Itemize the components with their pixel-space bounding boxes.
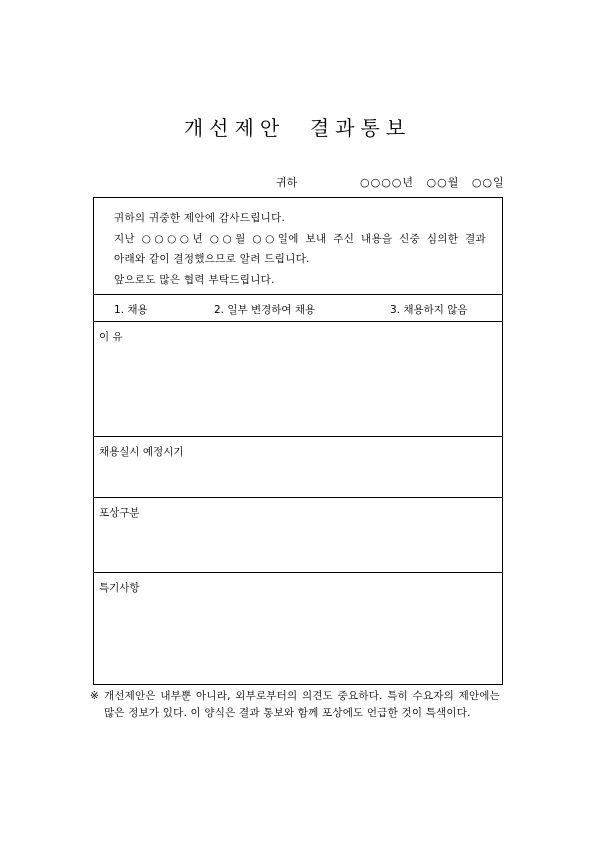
note-mark: ※ (90, 690, 99, 702)
option-partial-adopt[interactable]: 2. 일부 변경하여 채용 (214, 304, 316, 316)
reason-label: 이 유 (99, 331, 123, 343)
schedule-label: 채용실시 예정시기 (99, 446, 184, 458)
recipient-line (0, 174, 595, 190)
intro-line: 지난 ○○○○년 ○○월 ○○일에 보내 주신 내용을 신중 심의한 결과 (114, 232, 486, 245)
intro-text (114, 208, 486, 290)
intro-section (94, 198, 502, 295)
schedule-section[interactable] (94, 437, 502, 498)
intro-line: 아래와 같이 결정했으므로 알려 드립니다. (114, 253, 310, 265)
option-reject[interactable]: 3. 채용하지 않음 (390, 304, 468, 316)
date-field: ○○○○년 ○○월 ○○일 (360, 176, 505, 189)
page-title: 개선제안 결과통보 (183, 116, 412, 140)
intro-line: 앞으로도 많은 협력 부탁드립니다. (114, 273, 275, 286)
reason-section[interactable] (94, 322, 502, 437)
intro-line: 귀하의 귀중한 제안에 감사드립니다. (114, 212, 286, 224)
decision-options (94, 295, 502, 322)
special-notes-section[interactable] (94, 573, 502, 684)
option-adopt[interactable]: 1. 채용 (114, 304, 148, 316)
footnote-text: 개선제안은 내부뿐 아니라, 외부로부터의 의견도 중요하다. 특히 수요자의 제안에는 많은 정보가 있다. 이 양식은 결과 통보와 함께 포상에도 언급한 것이 특색이다. (104, 690, 500, 719)
result-form (93, 197, 503, 685)
reward-label: 포상구분 (99, 507, 140, 519)
reward-section[interactable] (94, 498, 502, 573)
footnote (90, 688, 500, 722)
special-notes-label: 특기사항 (99, 582, 140, 594)
recipient-label: 귀하 (276, 176, 298, 189)
